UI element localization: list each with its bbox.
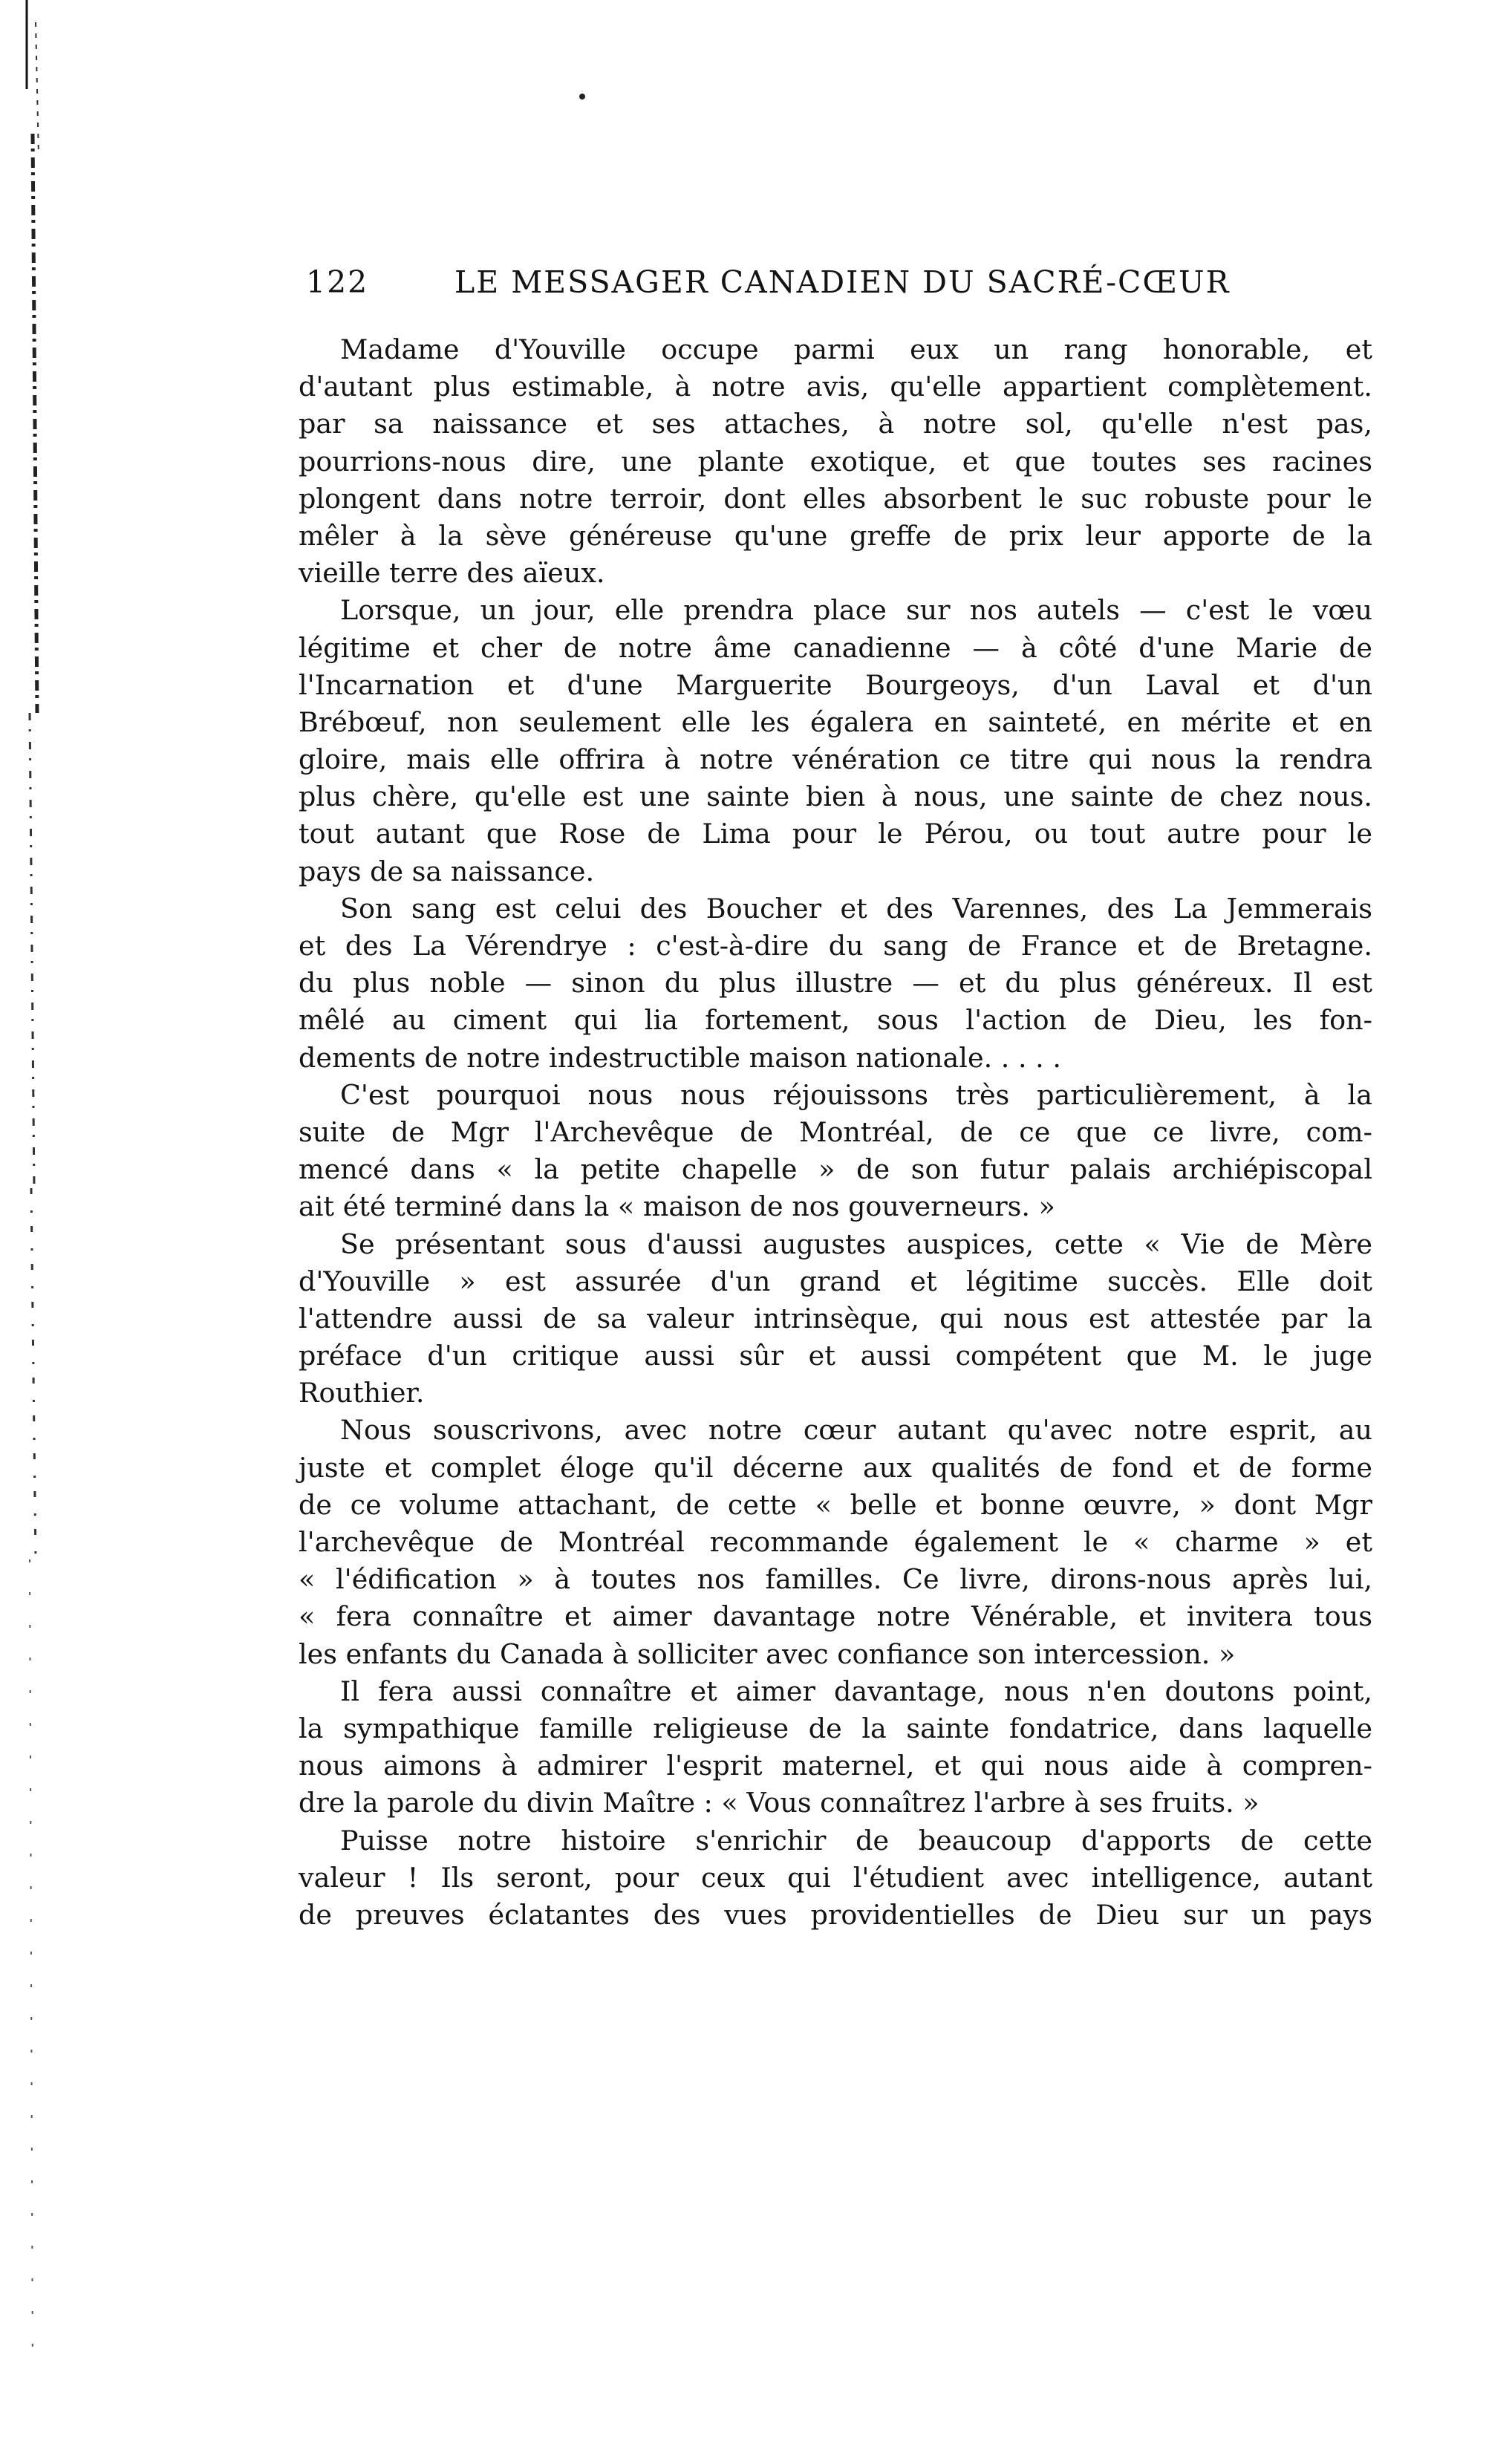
- text-line: Il fera aussi connaître et aimer davantage, nous n'en doutons point,: [340, 1675, 1372, 1707]
- paragraph: [299, 1077, 1372, 1226]
- running-title: LE MESSAGER CANADIEN DU SACRÉ-CŒUR: [454, 264, 1231, 300]
- running-header: [306, 264, 1375, 309]
- text-line: pays de sa naissance.: [299, 855, 595, 887]
- text-line: Son sang est celui des Boucher et des Varennes, des La Jemmerais: [340, 892, 1372, 925]
- paragraph: [299, 890, 1372, 1077]
- text-line: tout autant que Rose de Lima pour le Pérou, ou tout autre pour le: [299, 818, 1372, 850]
- scan-speck: [579, 94, 585, 100]
- text-line: mêlé au ciment qui lia fortement, sous l'action de Dieu, les fon-: [299, 1004, 1372, 1037]
- text-line: légitime et cher de notre âme canadienne — à côté d'une Marie de: [299, 631, 1372, 664]
- text-line: l'archevêque de Montréal recommande également le « charme » et: [299, 1526, 1372, 1558]
- text-line: Nous souscrivons, avec notre cœur autant qu'avec notre esprit, au: [340, 1414, 1372, 1447]
- paragraph: [299, 1412, 1372, 1672]
- text-line: valeur ! Ils seront, pour ceux qui l'étudient avec intelligence, autant: [299, 1861, 1372, 1894]
- paragraph: [299, 1822, 1372, 1934]
- text-line: « fera connaître et aimer davantage notre Vénérable, et invitera tous: [299, 1600, 1372, 1633]
- paragraph: [299, 1673, 1372, 1822]
- text-line: de preuves éclatantes des vues providentielles de Dieu sur un pays: [299, 1898, 1372, 1931]
- text-line: gloire, mais elle offrira à notre vénération ce titre qui nous la rendra: [299, 743, 1372, 776]
- text-line: la sympathique famille religieuse de la sainte fondatrice, dans laquelle: [299, 1712, 1372, 1744]
- text-line: mencé dans « la petite chapelle » de son futur palais archiépiscopal: [299, 1153, 1372, 1186]
- text-line: de ce volume attachant, de cette « belle et bonne œuvre, » dont Mgr: [299, 1488, 1372, 1521]
- text-line: du plus noble — sinon du plus illustre — et du plus généreux. Il est: [299, 967, 1372, 1000]
- text-line: ait été terminé dans la « maison de nos gouverneurs. »: [299, 1190, 1055, 1223]
- paragraph: [299, 331, 1372, 592]
- page-right-margin: [1496, 0, 1512, 2461]
- text-line: Se présentant sous d'aussi augustes auspices, cette « Vie de Mère: [340, 1228, 1372, 1260]
- text-line: par sa naissance et ses attaches, à notre sol, qu'elle n'est pas,: [299, 408, 1372, 440]
- body-text: [299, 331, 1372, 1934]
- paragraph: [299, 592, 1372, 890]
- text-line: Routhier.: [299, 1377, 425, 1409]
- text-line: vieille terre des aïeux.: [299, 557, 605, 590]
- text-line: suite de Mgr l'Archevêque de Montréal, de ce que ce livre, com-: [299, 1115, 1372, 1148]
- text-line: nous aimons à admirer l'esprit maternel, et qui nous aide à compren-: [299, 1750, 1372, 1782]
- text-line: mêler à la sève généreuse qu'une greffe de prix leur apporte de la: [299, 519, 1372, 552]
- text-line: pourrions-nous dire, une plante exotique, et que toutes ses racines: [299, 445, 1372, 477]
- text-line: d'Youville » est assurée d'un grand et légitime succès. Elle doit: [299, 1265, 1372, 1297]
- text-line: Lorsque, un jour, elle prendra place sur nos autels — c'est le vœu: [340, 594, 1372, 627]
- text-line: préface d'un critique aussi sûr et aussi compétent que M. le juge: [299, 1340, 1372, 1372]
- text-line: dre la parole du divin Maître : « Vous connaîtrez l'arbre à ses fruits. »: [299, 1787, 1260, 1819]
- text-line: l'Incarnation et d'une Marguerite Bourgeoys, d'un Laval et d'un: [299, 668, 1372, 701]
- text-line: plongent dans notre terroir, dont elles absorbent le suc robuste pour le: [299, 482, 1372, 515]
- text-line: « l'édification » à toutes nos familles. Ce livre, dirons-nous après lui,: [299, 1563, 1372, 1596]
- text-line: Brébœuf, non seulement elle les égalera en sainteté, en mérite et en: [299, 705, 1372, 738]
- text-line: Puisse notre histoire s'enrichir de beaucoup d'apports de cette: [340, 1824, 1372, 1857]
- text-line: C'est pourquoi nous nous réjouissons très particulièrement, à la: [340, 1078, 1372, 1111]
- paragraph: [299, 1226, 1372, 1412]
- text-line: juste et complet éloge qu'il décerne aux qualités de fond et de forme: [299, 1451, 1372, 1484]
- text-line: d'autant plus estimable, à notre avis, qu'elle appartient complètement.: [299, 371, 1372, 403]
- text-line: l'attendre aussi de sa valeur intrinsèque, qui nous est attestée par la: [299, 1302, 1372, 1334]
- text-line: les enfants du Canada à solliciter avec confiance son intercession. »: [299, 1637, 1236, 1670]
- page-number: 122: [306, 264, 369, 300]
- text-line: dements de notre indestructible maison nationale. . . . .: [299, 1041, 1061, 1074]
- text-line: Madame d'Youville occupe parmi eux un rang honorable, et: [340, 333, 1372, 365]
- text-line: plus chère, qu'elle est une sainte bien à nous, une sainte de chez nous.: [299, 780, 1372, 813]
- text-line: et des La Vérendrye : c'est-à-dire du sang de France et de Bretagne.: [299, 930, 1372, 962]
- scanned-page-edge: [0, 0, 71, 2461]
